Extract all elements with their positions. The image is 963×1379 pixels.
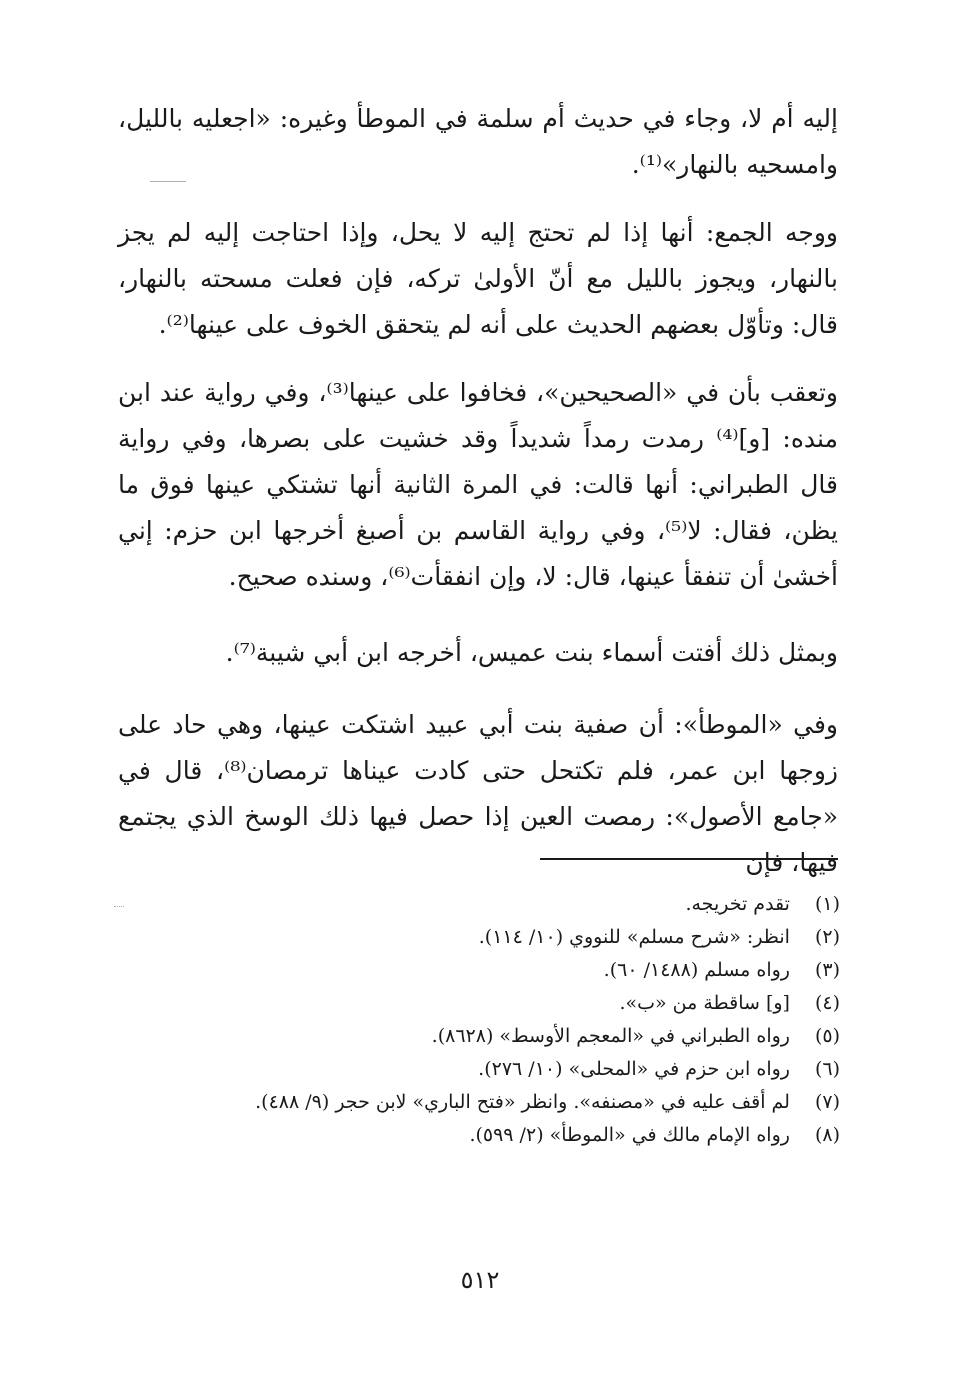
scan-dots — [114, 906, 124, 907]
footnote-5 — [150, 1020, 840, 1053]
body-paragraph-1: إليه أم لا، وجاء في حديث أم سلمة في الموطأ وغيره: «اجعليه بالليل، وامسحيه بالنهار»⁽¹⁾. — [118, 104, 838, 179]
footnote-text: رواه ابن حزم في «المحلى» (١٠/ ٢٧٦). — [478, 1058, 790, 1080]
footnote-6 — [150, 1053, 840, 1086]
footnote-number: (٧) — [814, 1091, 840, 1113]
footnote-8 — [150, 1119, 840, 1152]
footnote-text: انظر: «شرح مسلم» للنووي (١٠/ ١١٤). — [478, 926, 790, 948]
footnote-text: رواه الطبراني في «المعجم الأوسط» (٨٦٢٨). — [431, 1025, 790, 1047]
footnote-2 — [150, 921, 840, 954]
footnote-text: رواه الإمام مالك في «الموطأ» (٢/ ٥٩٩). — [469, 1124, 790, 1146]
page-number: ٥١٢ — [460, 1266, 500, 1294]
footnote-4 — [150, 987, 840, 1020]
footnote-number: (٤) — [814, 992, 840, 1014]
footnote-number: (٢) — [814, 926, 840, 948]
footnote-number: (٦) — [814, 1058, 840, 1080]
footnote-text: رواه مسلم (١٤٨٨/ ٦٠). — [603, 959, 790, 981]
body-paragraph-2: ووجه الجمع: أنها إذا لم تحتج إليه لا يحل، وإذا احتاجت إليه لم يجز بالنهار، ويجوز بالليل مع أنّ الأولىٰ تركه، فإن فعلت مسحته بالنهار، قال: وتأوّل بعضهم الحديث على أنه لم يتحقق الخوف على عينها⁽²⁾. — [118, 218, 838, 339]
footnote-number: (٥) — [814, 1025, 840, 1047]
footnotes-list — [150, 888, 840, 1152]
body-paragraph-4: وبمثل ذلك أفتت أسماء بنت عميس، أخرجه ابن أبي شيبة⁽⁷⁾. — [225, 638, 838, 667]
scan-mark — [150, 181, 186, 182]
footnote-number: (٨) — [814, 1124, 840, 1146]
footnote-separator — [540, 858, 838, 860]
footnote-7 — [150, 1086, 840, 1119]
footnote-1 — [150, 888, 840, 921]
footnote-text: لم أقف عليه في «مصنفه». وانظر «فتح الباري» لابن حجر (٩/ ٤٨٨). — [255, 1091, 790, 1113]
footnote-3 — [150, 954, 840, 987]
footnote-number: (١) — [814, 893, 840, 915]
footnote-text: تقدم تخريجه. — [685, 893, 790, 915]
footnote-text: [و] ساقطة من «ب». — [619, 992, 790, 1014]
body-paragraph-3: وتعقب بأن في «الصحيحين»، فخافوا على عينها⁽³⁾، وفي رواية عند ابن منده: [و]⁽⁴⁾ رمدت رمداً شديداً وقد خشيت على بصرها، وفي رواية قال الطبراني: أنها قالت: في المرة الثانية أنها تشتكي عينها فوق ما يظن، فقال: لا⁽⁵⁾، وفي رواية القاسم بن أصبغ أخرجها ابن حزم: إني أخشىٰ أن تنفقأ عينها، قال: لا، وإن انفقأت⁽⁶⁾، وسنده صحيح. — [118, 378, 839, 591]
body-paragraph-5: وفي «الموطأ»: أن صفية بنت أبي عبيد اشتكت عينها، وهي حاد على زوجها ابن عمر، فلم تكتحل حتى كادت عيناها ترمصان⁽⁸⁾، قال في «جامع الأصول»: رمصت العين إذا حصل فيها ذلك الوسخ الذي يجتمع فيها، فإن — [118, 710, 838, 877]
footnote-number: (٣) — [814, 959, 840, 981]
